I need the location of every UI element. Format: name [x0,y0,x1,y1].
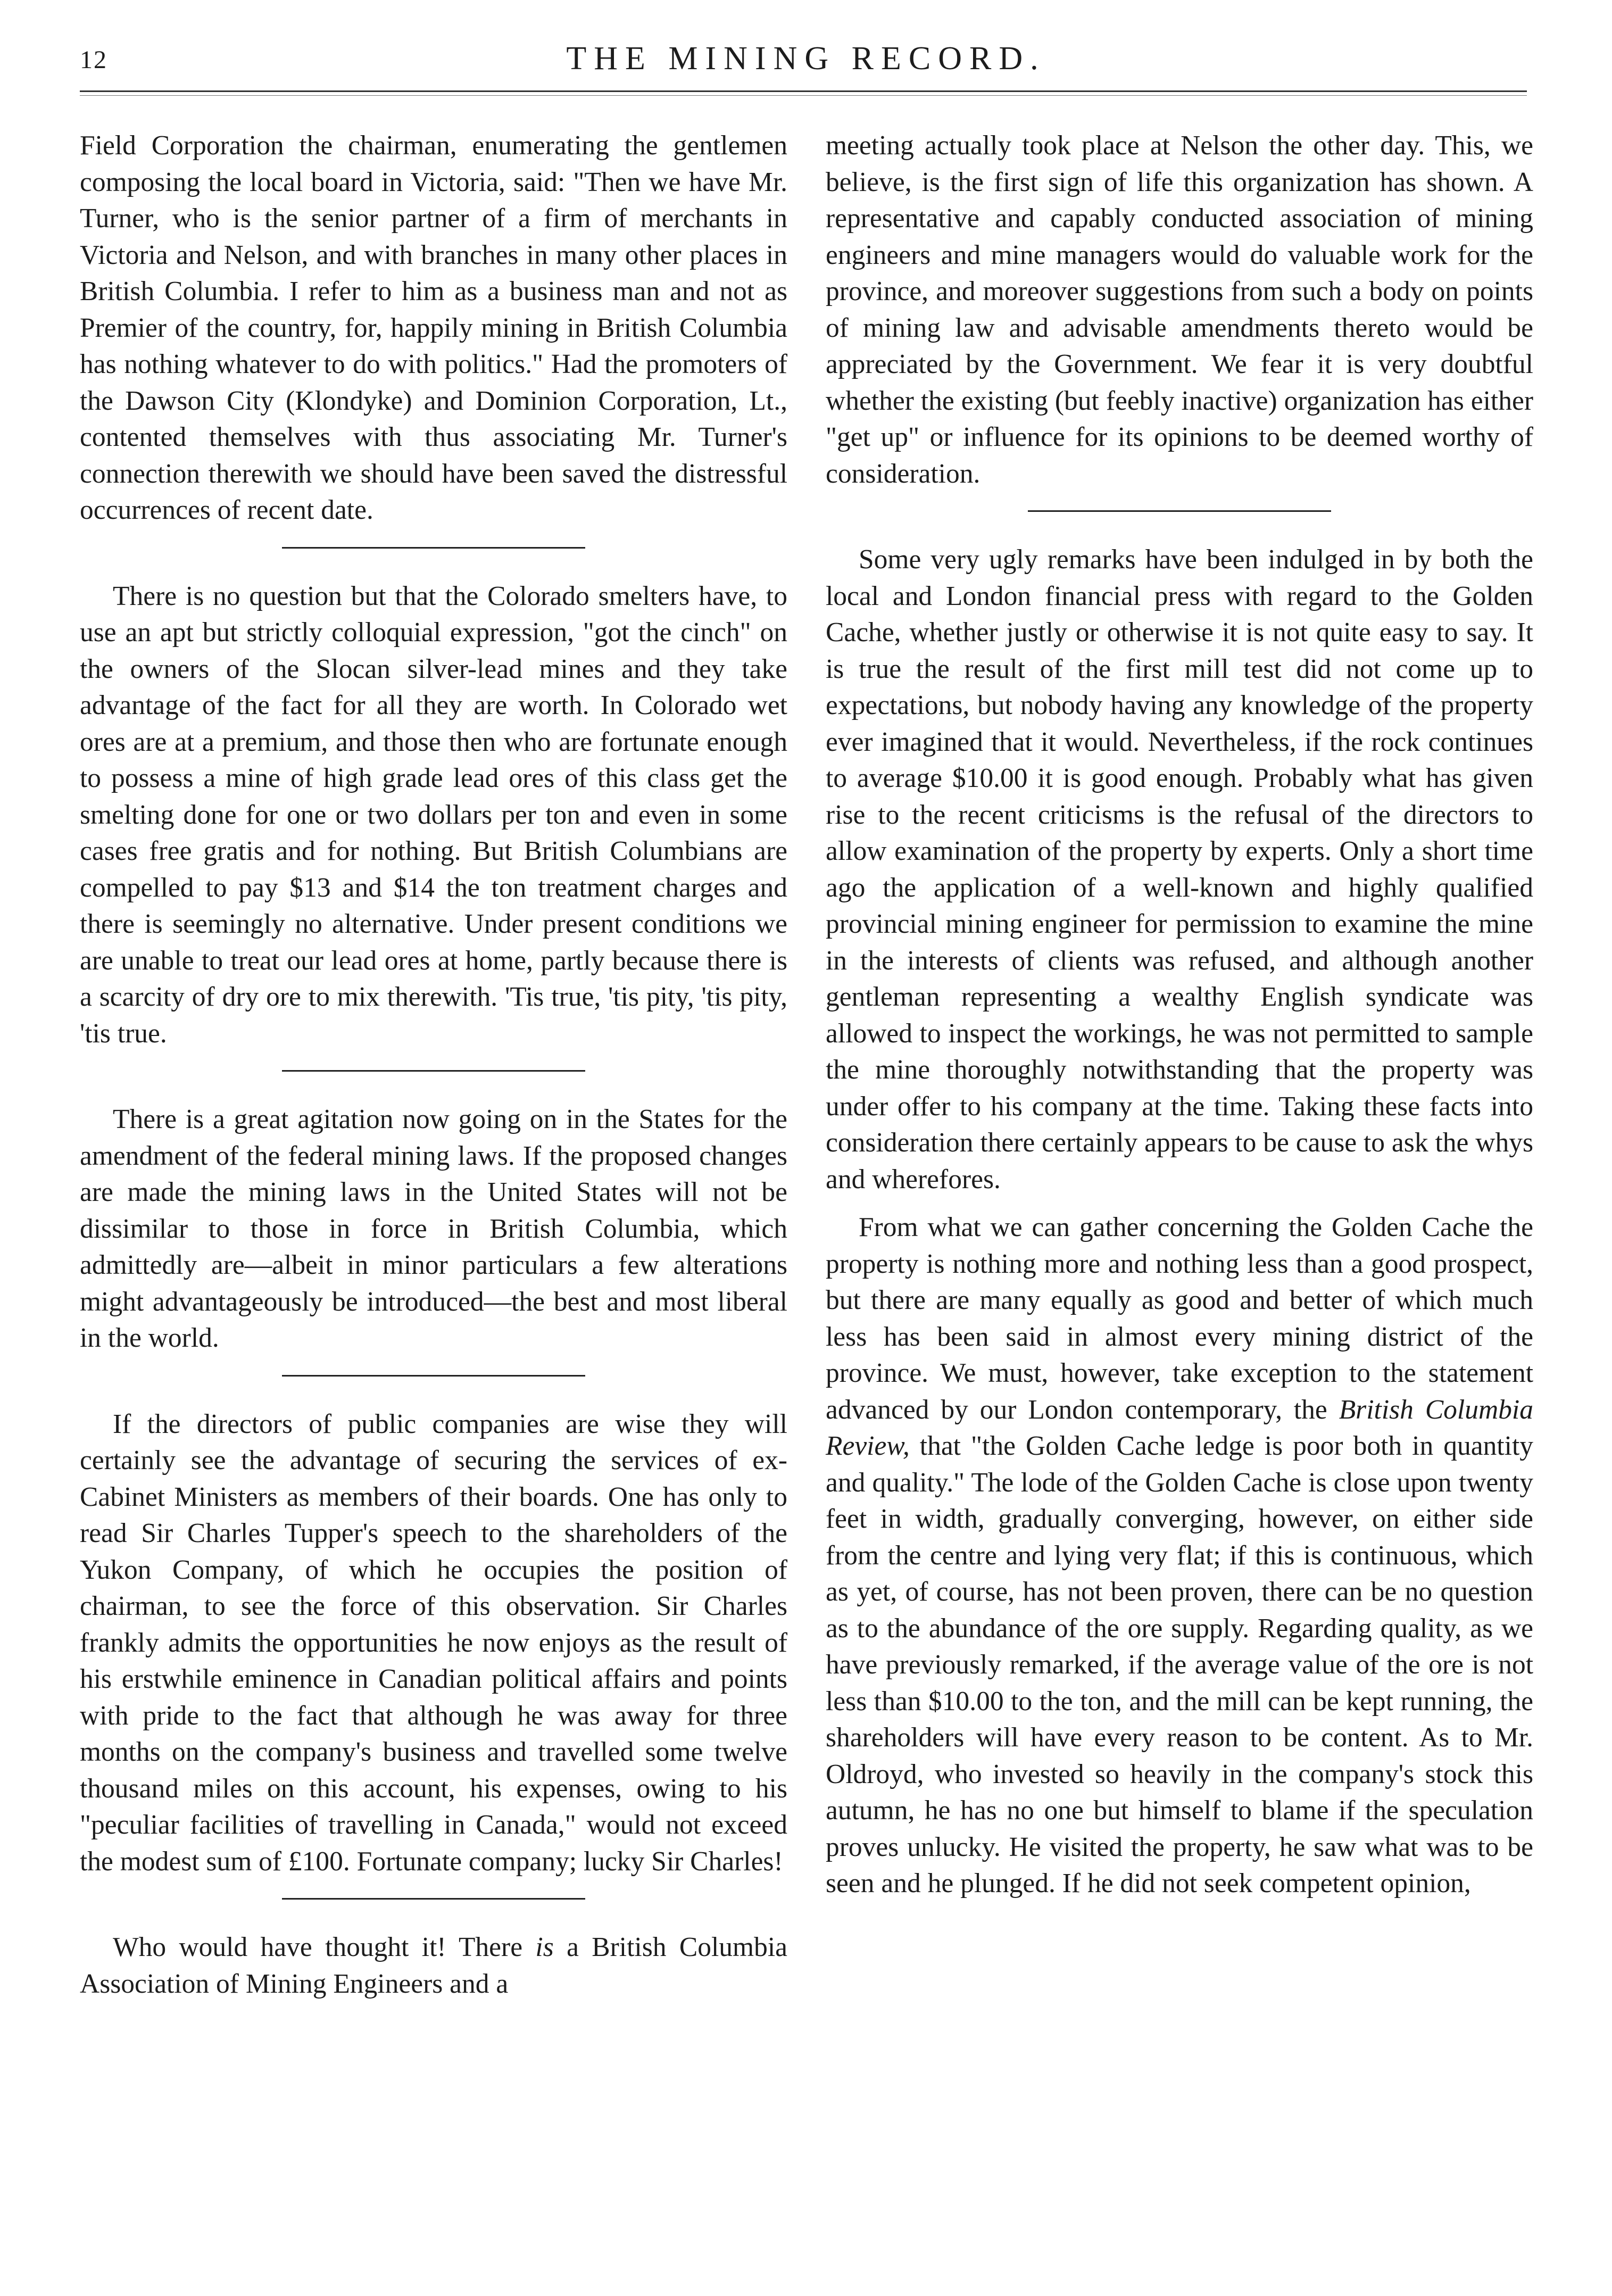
text-run: From what we can gather concerning the Golden Cache the property is nothing more and nothing less than a good prospect, but there are many equally as good and better of which much less has been said in almost every mining district of the province. We must, however, take exception to the statement advanced by our London contemporary, the [826,1212,1533,1425]
left-paragraph-3: There is a great agitation now going on in the States for the amendment of the federal mining laws. If the proposed changes are made the mining laws in the United States will not be dissimilar to those in force in British Columbia, which admittedly are—albeit in minor particulars a few alterations might advantageously be introduced—the best and most liberal in the world. [80,1104,787,1353]
right-paragraph-1: meeting actually took place at Nelson the other day. This, we believe, is the first sign of life this organization has shown. A representative and capably conducted association of mining engineers and mine managers would do valuable work for the province, and moreover suggestions from such a body on points of mining law and advisable amendments thereto would be appreciated by the Government. We fear it is very doubtful whether the existing (but feebly inactive) organization has either "get up" or influence for its opinions to be deemed worthy of consideration. [826,130,1533,489]
section-divider [282,547,585,549]
section-divider [282,1375,585,1377]
section-divider [282,1898,585,1900]
text-run: a British Columbia Association of Mining Engineers and a [80,1932,787,1999]
right-paragraph-2: Some very ugly remarks have been indulged in by both the local and London financial press with regard to the Golden Cache, whether justly or otherwise it is not quite easy to say. It is true the result of the first mill test did not come up to expectations, but nobody having any knowledge of the property ever imagined that it would. Nevertheless, if the rock continues to average $10.00 it is good enough. Probably what has given rise to the recent criticisms is the refusal of the directors to allow examination of the property by experts. Only a short time ago the application of a well-known and highly qualified provincial mining engineer for permission to examine the mine in the interests of clients was refused, and although another gentleman representing a wealthy English syndicate was allowed to inspect the workings, he was not permitted to sample the mine thoroughly notwithstanding that the property was under offer to his company at the time. Taking these facts into consideration there certainly appears to be cause to ask the whys and wherefores. [826,544,1533,1195]
text-run: that "the Golden Cache ledge is poor both in quantity and quality." The lode of the Golden Cache is close upon twenty feet in width, gradually converging, however, on either side from the centre and lying very flat; if this is continuous, which as yet, of course, has not been proven, there can be no question as to the abundance of the ore supply. Regarding quality, as we have previously remarked, if the average value of the ore is not less than $10.00 to the ton, and the mill can be kept running, the shareholders will have every reason to be content. As to Mr. Oldroyd, who invested so heavily in the company's stock this autumn, he has no one but himself to blame if the speculation proves unlucky. He visited the property, he saw what was to be seen and he plunged. If he did not seek competent opinion, [826,1431,1533,1899]
left-paragraph-5 [80,1929,787,2002]
section-divider [282,1070,585,1072]
left-column [80,128,787,2014]
left-paragraph-2: There is no question but that the Colorado smelters have, to use an apt but strictly colloquial expression, "got the cinch" on the owners of the Slocan silver-lead mines and they take advantage of the fact for all they are worth. In Colorado wet ores are at a premium, and those then who are fortunate enough to possess a mine of high grade lead ores of this class get the smelting done for one or two dollars per ton and even in some cases free gratis and for nothing. But British Columbians are compelled to pay $13 and $14 the ton treatment charges and there is seemingly no alternative. Under present conditions we are unable to treat our lead ores at home, partly because there is a scarcity of dry ore to mix therewith. 'Tis true, 'tis pity, 'tis pity, 'tis true. [80,581,787,1049]
running-head: THE MINING RECORD. [566,40,1046,77]
emphasis: is [535,1932,554,1962]
left-paragraph-4: If the directors of public companies are wise they will certainly see the advantage of securing the services of ex-Cabinet Ministers as members of their boards. One has only to read Sir Charles Tupper's speech to the shareholders of the Yukon Company, of which he occupies the position of chairman, to see the force of this observation. Sir Charles frankly admits the opportunities he now enjoys as the result of his erstwhile eminence in Canadian political affairs and points with pride to the fact that although he was away for three months on the company's business and travelled some twelve thousand miles on this account, his expenses, owing to his "peculiar facilities of travelling in Canada," would not exceed the modest sum of £100. Fortunate company; lucky Sir Charles! [80,1408,787,1877]
page-number: 12 [80,46,107,74]
header-rule [80,90,1527,96]
publication-title: British Columbia Review, [826,1394,1533,1461]
section-divider [1028,510,1331,512]
text-run: Who would have thought it! There [113,1932,536,1962]
right-column [826,128,1533,1914]
left-paragraph-1: Field Corporation the chairman, enumerating the gentlemen composing the local board in Victoria, said: "Then we have Mr. Turner, who is the senior partner of a firm of merchants in Victoria and Nelson, and with branches in many other places in British Columbia. I refer to him as a business man and not as Premier of the country, for, happily mining in British Columbia has nothing whatever to do with politics." Had the promoters of the Dawson City (Klondyke) and Dominion Corporation, Lt., contented themselves with thus associating Mr. Turner's connection therewith we should have been saved the distressful occurrences of recent date. [80,130,787,525]
right-paragraph-3 [826,1209,1533,1902]
